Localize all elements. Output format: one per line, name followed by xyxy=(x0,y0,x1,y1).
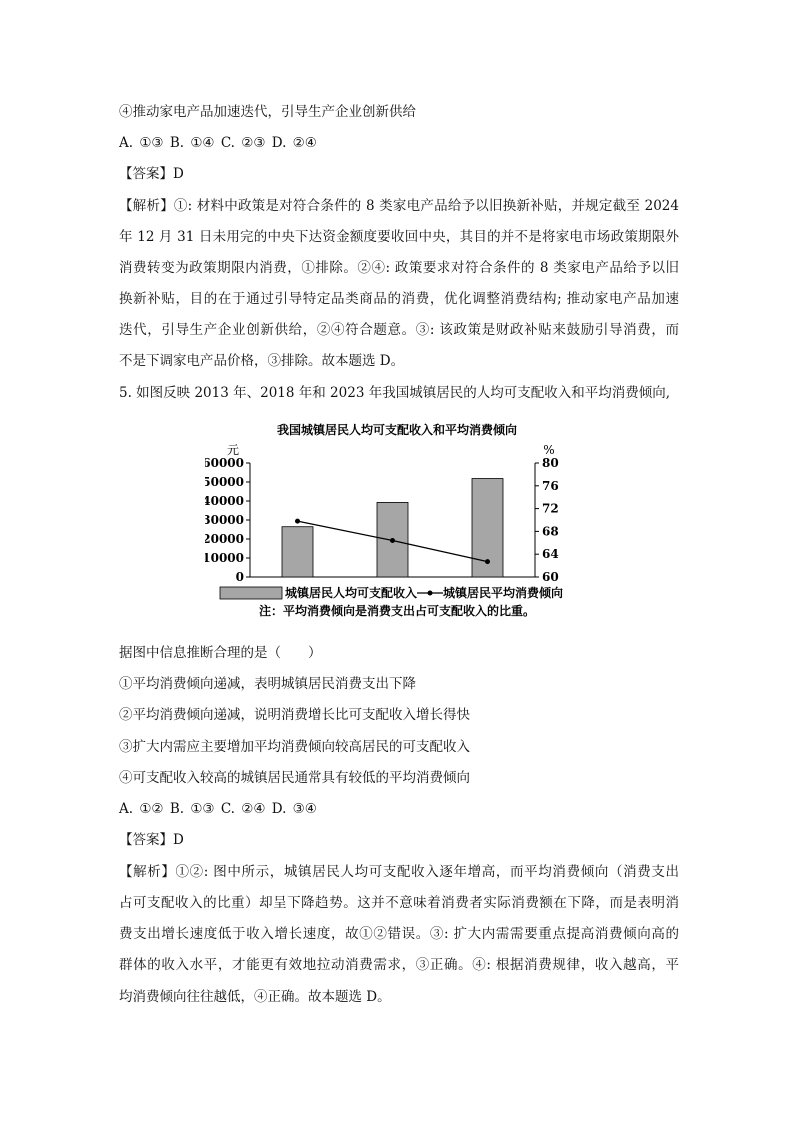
q5-analysis-line: 费支出增长速度低于收入增长速度，故①②错误。③: 扩大内需需要重点提高消费倾向高的 xyxy=(119,926,679,942)
q5-question: 据图中信息推断合理的是（ ） xyxy=(119,645,322,661)
q5-options: A. ①② B. ①③ C. ②④ D. ③④ xyxy=(119,801,317,817)
q5-analysis-line: 均消费倾向往往越低，④正确。故本题选 D。 xyxy=(119,989,391,1005)
left-tick-label: 30000 xyxy=(205,513,244,527)
legend-line-label: 城镇居民平均消费倾向 xyxy=(443,586,564,600)
q4-answer: 【答案】D xyxy=(119,166,184,182)
q5-answer: 【答案】D xyxy=(119,832,184,848)
chart-title: 我国城镇居民人均可支配收入和平均消费倾向 xyxy=(276,423,518,437)
q4-options: A. ①③ B. ①④ C. ②③ D. ②④ xyxy=(119,135,317,151)
q4-analysis-line: 换新补贴，目的在于通过引导特定品类商品的消费，优化调整消费结构; 推动家电产品加速 xyxy=(119,291,679,307)
q5-item-4: ④可支配收入较高的城镇居民通常具有较低的平均消费倾向 xyxy=(119,770,470,786)
legend-bar-label: 城镇居民人均可支配收入 xyxy=(285,586,418,600)
chart xyxy=(205,420,590,630)
chart-svg xyxy=(205,420,590,630)
q5-analysis-line: 群体的收入水平，才能更有效地拉动消费需求，③正确。④: 根据消费规律，收入越高，平 xyxy=(119,957,679,973)
consumption-propensity-point xyxy=(295,519,300,524)
left-tick-label: 0 xyxy=(235,570,244,584)
q4-analysis-line: 消费转变为政策期限内消费，①排除。②④: 政策要求对符合条件的 8 类家电产品给予以旧 xyxy=(119,260,679,276)
right-tick-label: 60 xyxy=(542,570,559,584)
chart-note: 注：平均消费倾向是消费支出占可支配收入的比重。 xyxy=(258,604,536,618)
left-tick-label: 60000 xyxy=(205,456,244,470)
left-tick-label: 50000 xyxy=(205,475,244,489)
legend-line-marker xyxy=(428,591,433,596)
right-tick-label: 68 xyxy=(542,524,559,539)
left-axis-unit: 元 xyxy=(226,443,240,457)
q4-analysis-line: 迭代，引导生产企业创新供给，②④符合题意。③: 该政策是财政补贴来鼓励引导消费，而 xyxy=(119,322,679,338)
right-tick-label: 72 xyxy=(542,501,559,516)
right-tick-label: 80 xyxy=(542,456,559,470)
consumption-propensity-point xyxy=(390,538,395,543)
q5-item-3: ③扩大内需应主要增加平均消费倾向较高居民的可支配收入 xyxy=(119,739,470,755)
consumption-propensity-point xyxy=(485,559,490,564)
q4-item-4: ④推动家电产品加速迭代，引导生产企业创新供给 xyxy=(119,104,416,120)
plot-area xyxy=(205,456,559,584)
q5-analysis-line: 【解析】①②: 图中所示，城镇居民人均可支配收入逐年增高，而平均消费倾向（消费支出 xyxy=(119,864,679,880)
income-bar xyxy=(282,527,313,577)
left-tick-label: 20000 xyxy=(205,532,244,546)
right-tick-label: 64 xyxy=(542,547,559,562)
legend-bar-swatch xyxy=(220,587,282,599)
right-tick-label: 76 xyxy=(542,478,559,493)
q5-analysis-line: 占可支配收入的比重）却呈下降趋势。这并不意味着消费者实际消费额在下降，而是表明消 xyxy=(119,895,679,911)
q4-analysis-line: 年 12 月 31 日未用完的中央下达资金额度要收回中央，其目的并不是将家电市场政策期限外 xyxy=(119,229,679,245)
right-axis-unit: % xyxy=(543,443,555,457)
left-tick-label: 40000 xyxy=(205,494,244,508)
q5-item-1: ①平均消费倾向递减，表明城镇居民消费支出下降 xyxy=(119,676,416,692)
q4-analysis-line: 不是下调家电产品价格，③排除。故本题选 D。 xyxy=(119,353,405,369)
left-tick-label: 10000 xyxy=(205,551,244,565)
q5-stem: 5. 如图反映 2013 年、2018 年和 2023 年我国城镇居民的人均可支配收入和平均消费倾向, xyxy=(119,385,670,401)
q5-item-2: ②平均消费倾向递减，说明消费增长比可支配收入增长得快 xyxy=(119,707,470,723)
chart-legend xyxy=(220,585,563,600)
q4-analysis-line: 【解析】①: 材料中政策是对符合条件的 8 类家电产品给予以旧换新补贴，并规定截至 2024 xyxy=(119,198,679,214)
